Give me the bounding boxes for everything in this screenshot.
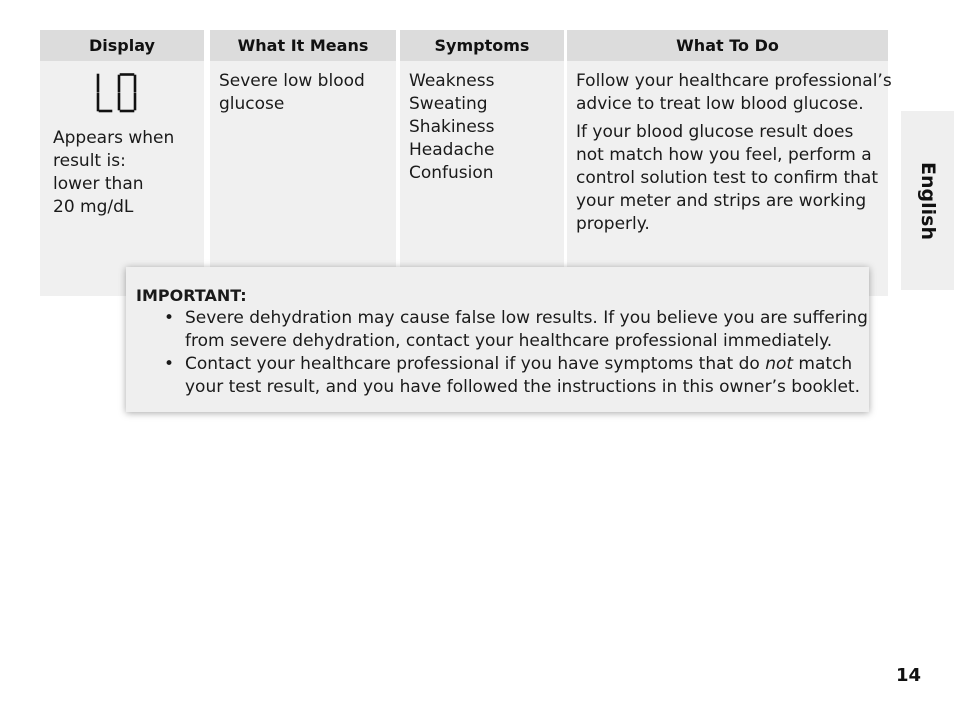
display-description-line: lower than xyxy=(53,174,144,194)
todo-line: If your blood glucose result does xyxy=(576,122,854,142)
important-item xyxy=(136,353,859,399)
important-list xyxy=(136,307,868,399)
todo-line: control solution test to confirm that xyxy=(576,168,878,188)
todo-line: advice to treat low blood glucose. xyxy=(576,94,864,114)
means-column xyxy=(210,30,396,296)
display-description xyxy=(40,127,204,219)
todo-line: your meter and strips are working xyxy=(576,191,867,211)
page-number: 14 xyxy=(896,665,922,686)
bullet-icon: • xyxy=(164,354,175,374)
todo-column xyxy=(567,30,892,296)
important-item-text: match xyxy=(793,354,853,374)
symptoms-header: Symptoms xyxy=(400,30,564,61)
language-tab xyxy=(901,111,954,290)
important-item-line: Severe dehydration may cause false low results. If you believe you are suffering xyxy=(185,308,868,328)
means-line: glucose xyxy=(219,94,285,114)
todo-line: Follow your healthcare professional’s xyxy=(576,71,892,91)
todo-header: What To Do xyxy=(567,30,888,61)
important-callout xyxy=(126,267,869,412)
display-description-line: result is: xyxy=(53,151,126,171)
important-item-line: from severe dehydration, contact your healthcare professional immediately. xyxy=(185,331,833,351)
means-text xyxy=(210,61,396,116)
display-header: Display xyxy=(40,30,204,61)
important-item-emphasis: not xyxy=(765,354,794,374)
symptom-item: Weakness xyxy=(409,71,495,91)
bullet-icon: • xyxy=(164,308,175,328)
todo-paragraph xyxy=(576,121,879,236)
symptom-item: Sweating xyxy=(409,94,488,114)
important-item-line xyxy=(185,353,859,376)
symptom-item: Confusion xyxy=(409,163,494,183)
symptoms-column xyxy=(400,30,564,296)
todo-paragraph xyxy=(576,70,892,116)
important-item-line: your test result, and you have followed the instructions in this owner’s booklet. xyxy=(185,377,860,397)
display-description-line: Appears when xyxy=(53,128,175,148)
todo-text xyxy=(567,61,892,236)
means-header: What It Means xyxy=(210,30,396,61)
important-title: IMPORTANT: xyxy=(136,286,247,305)
symptom-item: Shakiness xyxy=(409,117,495,137)
display-column xyxy=(40,30,204,296)
means-line: Severe low blood xyxy=(219,71,365,91)
todo-line: not match how you feel, perform a xyxy=(576,145,872,165)
important-item xyxy=(136,307,868,353)
symptoms-list xyxy=(400,61,564,185)
symptom-item: Headache xyxy=(409,140,495,160)
important-item-text: Contact your healthcare professional if you have symptoms that do xyxy=(185,354,766,374)
language-tab-label: English xyxy=(916,161,939,240)
todo-line: properly. xyxy=(576,214,650,234)
display-description-line: 20 mg/dL xyxy=(53,197,134,217)
lo-meter-readout-icon xyxy=(95,73,139,113)
